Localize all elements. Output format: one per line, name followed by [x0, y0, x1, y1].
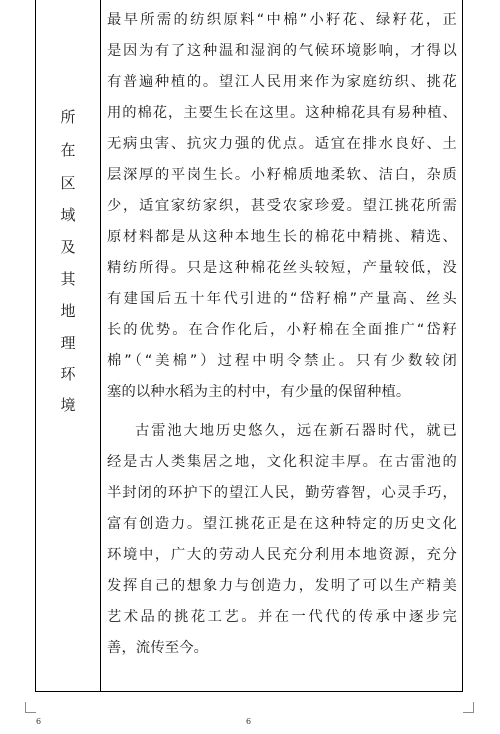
- label-char: 地: [60, 302, 76, 320]
- label-char: 区: [60, 174, 76, 192]
- label-char: 境: [60, 396, 76, 414]
- margin-corner-mark-right: [463, 702, 474, 713]
- text-line: 原材料都是从这种本地生长的棉花中精挑、精选、: [107, 229, 457, 245]
- text-line: 塞的以种水稻为主的村中，有少量的保留种植。: [107, 384, 411, 400]
- text-line: 经是古人类集居之地，文化积淀丰厚。在古雷池的: [107, 454, 457, 470]
- text-line: 长的优势。在合作化后，小籽棉在全面推广“岱籽: [107, 322, 457, 338]
- text-line: 半封闭的环护下的望江人民，勤劳睿智，心灵手巧，: [107, 485, 457, 501]
- text-line: 有建国后五十年代引进的“岱籽棉”产量高、丝头: [107, 291, 457, 307]
- text-line: 最早所需的纺织原料“中棉”小籽花、绿籽花，正: [107, 12, 457, 28]
- text-line: 富有创造力。望江挑花正是在这种特定的历史文化: [107, 516, 457, 532]
- label-char: 域: [60, 206, 76, 224]
- margin-corner-mark-left: [25, 702, 36, 713]
- label-char: 所: [60, 108, 76, 126]
- text-line: 层深厚的平岗生长。小籽棉质地柔软、洁白，杂质: [107, 167, 457, 183]
- text-line: 发挥自己的想象力与创造力，发明了可以生产精美: [107, 578, 457, 594]
- text-line: 环境中，广大的劳动人民充分利用本地资源，充分: [107, 547, 457, 563]
- label-char: 理: [60, 334, 76, 352]
- text-line: 少，适宜家纺家织，甚受农家珍爱。望江挑花所需: [107, 198, 457, 214]
- text-line: 艺术品的挑花工艺。并在一代代的传承中逐步完: [107, 609, 457, 625]
- page-number: 6: [246, 717, 252, 726]
- text-line: 是因为有了这种温和湿润的气候环境影响，才得以: [107, 43, 457, 59]
- text-line: 无病虫害、抗灾力强的优点。适宜在排水良好、土: [107, 136, 457, 152]
- text-line: 棉”（“美棉”）过程中明令禁止。只有少数较闭: [107, 353, 457, 369]
- text-line: 有普遍种植的。望江人民用来作为家庭纺织、挑花: [107, 74, 457, 90]
- label-char: 其: [60, 270, 76, 288]
- content-table: [35, 0, 463, 692]
- text-line: 善，流传至今。: [107, 640, 209, 656]
- label-char: 环: [60, 365, 76, 383]
- text-line: 精纺所得。只是这种棉花丝头较短，产量较低，没: [107, 260, 457, 276]
- text-line: 用的棉花，主要生长在这里。这种棉花具有易种植、: [107, 105, 457, 121]
- text-line: 古雷池大地历史悠久，远在新石器时代，就已: [135, 423, 457, 439]
- label-char: 在: [60, 141, 76, 159]
- footer-left-mark: 6: [36, 717, 42, 726]
- label-char: 及: [60, 238, 76, 256]
- region-label-cell: [36, 0, 100, 691]
- column-divider: [100, 0, 101, 691]
